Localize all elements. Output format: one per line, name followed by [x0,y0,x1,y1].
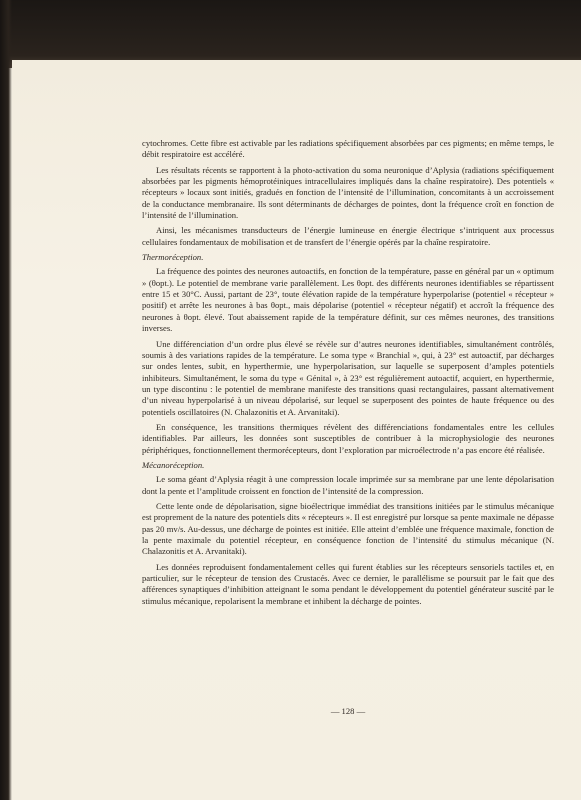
paragraph: La fréquence des pointes des neurones autoactifs, en fonction de la température, passe en général par un « optimum » (θopt.). Le potentiel de membrane varie parallèlement. Les θopt. des différents neurones identifiables se répartissent entre 15 et 30°C. Aussi, partant de 23°, toute élévation rapide de la température hyperpolarise (potentiel « récepteur » positif) et arrête les neurones à bas θopt., mais dépolarise (potentiel « récepteur négatif) et accroît la fréquence des neurones à θopt. élevé. Tout abaissement rapide de la température définit, sur ces mêmes neurones, des transitions inverses. [142,266,554,334]
section-heading-mecanoreception: Mécanoréception. [142,459,205,470]
page-number: — 128 — [330,706,366,716]
scanner-border-left [0,0,12,800]
paragraph: Ainsi, les mécanismes transducteurs de l’énergie lumineuse en énergie électrique s’intriquent aux processus cellulaires fondamentaux de mobilisation et de transfert de l’énergie opérés par la chaîne respiratoire. [142,225,554,247]
paragraph: En conséquence, les transitions thermiques révèlent des différenciations fondamentales entre les cellules identifiables. Par ailleurs, les données sont susceptibles de contribuer à la microphysiologie des neurones périphériques, fonctionnellement thermorécepteurs, dont l’exploration par microélectrode n’a pas encore été réalisée. [142,421,554,455]
paragraph: cytochromes. Cette fibre est activable par les radiations spécifiquement absorbées par ces pigments; en même temps, le débit respiratoire est accéléré. [142,138,554,160]
paragraph: Les résultats récents se rapportent à la photo-activation du soma neuronique d’Aplysia (radiations spécifiquement absorbées par les pigments hémoprotéiniques intracellulaires impliqués dans la chaîne respiratoire). Des potentiels « récepteurs » locaux sont initiés, gradués en fonction de l’intensité de l’illumination, concomitants à un accroissement de la conductance membranaire. Ils sont déterminants de décharges de pointes, dont la fréquence croît en fonction de l’intensité de l’illumination. [142,164,554,221]
paragraph: Une différenciation d’un ordre plus élevé se révèle sur d’autres neurones identifiables, simultanément contrôlés, soumis à des variations rapides de la température. Le soma type « Branchial », qui, à 23° est autoactif, par décharges sur ondes lentes, subit, en hyperthermie, une hyperpolarisation, sur laquelle se superposent d’amples potentiels inhibiteurs. Simultanément, le soma du type « Génital », à 23° est régulièrement autoactif, acquiert, en hyperthermie, un type discontinu : le potentiel de membrane manifeste des transitions quasi rectangulaires, passant alternativement d’un niveau hyperpolarisé à un niveau dépolarisé, sur lequel se superposent des pointes de haute fréquence ou des potentiels oscillatoires (N. Chalazonitis et A. Arvanitaki). [142,338,554,417]
paragraph: Le soma géant d’Aplysia réagit à une compression locale imprimée sur sa membrane par une lente dépolarisation dont la pente et l’amplitude croissent en fonction de l’intensité de la compression. [142,474,554,496]
section-heading-thermoreception: Thermoréception. [142,252,204,263]
scanner-border-top [0,0,581,68]
paragraph: Cette lente onde de dépolarisation, signe bioélectrique immédiat des transitions initiées par le stimulus mécanique est proprement de la nature des potentiels dits « récepteurs ». Il est enregistré pur lorsque sa pente maximale ne dépasse pas 20 mv/s. Au-dessus, une décharge de pointes est initiée. Elle atteint d’emblée une fréquence maximale, fonction de la pente maximale du potentiel récepteur, en conséquence fonction de l’intensité du stimulus mécanique (N. Chalazonitis et A. Arvanitaki). [142,500,554,557]
page-body [142,138,554,611]
paragraph: Les données reproduisent fondamentalement celles qui furent établies sur les récepteurs sensoriels tactiles et, en particulier, sur le récepteur de tension des Crustacés. Avec ce dernier, le parallélisme se poursuit par le fait que des afférences synaptiques d’inhibition atteignant le soma pendant le développement du potentiel générateur suscité par le stimulus mécanique, repolarisent la membrane et inhibent la décharge de pointes. [142,561,554,606]
